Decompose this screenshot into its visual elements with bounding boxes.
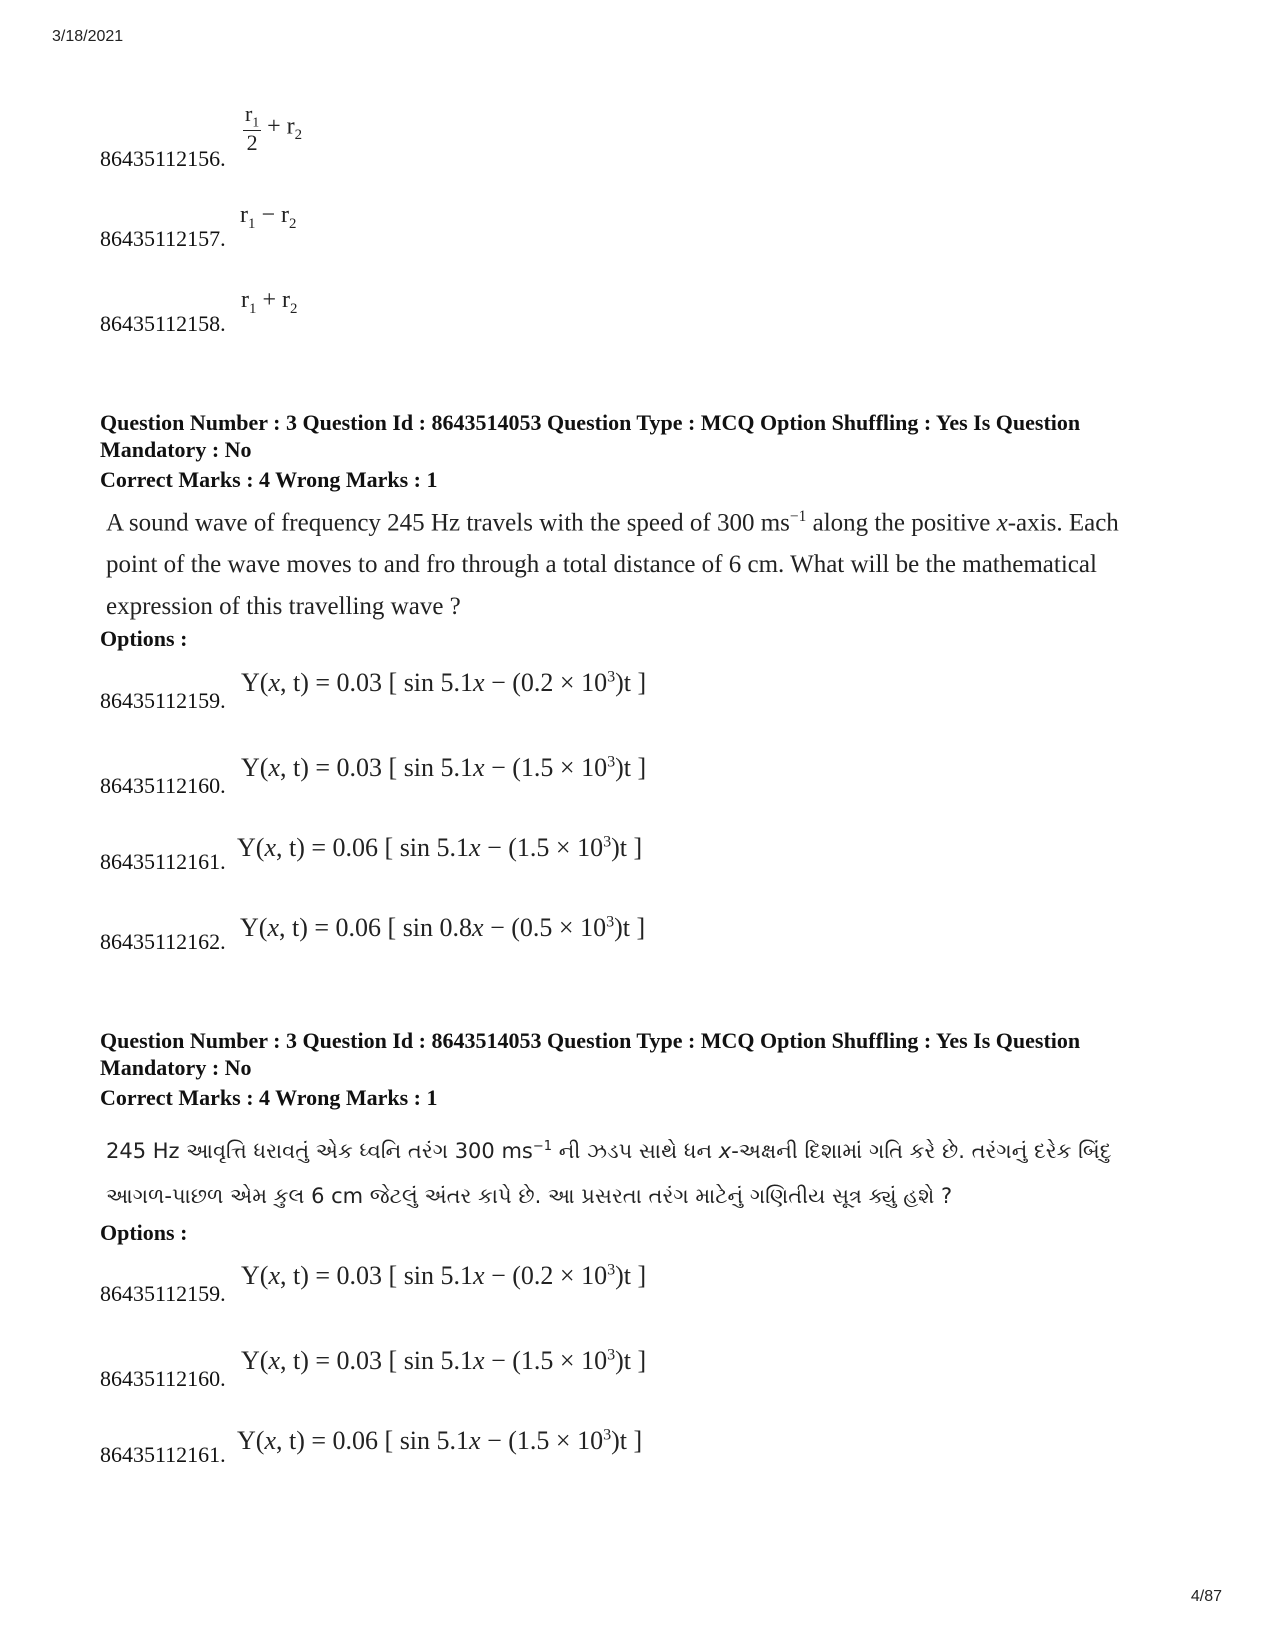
question-text-gujarati: 245 Hz આવૃત્તિ ધરાવતું એક ધ્વનિ તરંગ 300 $ms^{-1}$ ની ઝડપ સાથે ધન x-અક્ષની દિશામાં ગતિ કરે છે. તરંગનું દરેક બિંદુ આગળ-પાછળ એમ કુલ 6 cm જેટલું અંતર કાપે છે. આ પ્રસરતા તરંગ માટેનું ગણિતીય સૂત્ર ક્યું હશે ? [106,1139,1112,1208]
page-number: 4/87 [1190,1588,1222,1605]
options-label-gujarati: Options : [100,1220,188,1245]
option-expression: Y(x, t) = 0.03 [ $\sin 5.1x - (0.2 \times 10^3)t$ ] [241,1261,647,1290]
option-id: 86435112161. [100,1442,226,1467]
option-expression: $r_1 + r_2$ [241,287,298,317]
option-expression: Y(x, t) = 0.06 [ $\sin 5.1x - (1.5 \times 10^3)t$ ] [237,1426,643,1455]
fraction-r1-over-2: $\frac{r_1}{2}$ [245,101,260,155]
option-expression: Y(x, t) = 0.06 [ $\sin 5.1x - (1.5 \times 10^3)t$ ] [237,833,643,862]
option-id: 86435112159. [100,688,226,713]
option-id: 86435112160. [100,773,226,798]
option-id: 86435112159. [100,1281,226,1306]
option-expression: $r_1 - r_2$ [240,202,297,232]
marks-meta: Correct Marks : 4 Wrong Marks : 1 [100,467,438,492]
option-expression: Y(x, t) = 0.03 [ $\sin 5.1x - (1.5 \times 10^3)t$ ] [241,753,647,782]
option-expression: $\frac{r_1}{2}$ + $r_2$ [245,101,303,155]
option-expression: Y(x, t) = 0.06 [ $\sin 0.8x - (0.5 \times 10^3)t$ ] [240,913,646,942]
option-id: 86435112162. [100,929,226,954]
option-id: 86435112158. [100,311,226,336]
question-meta-gujarati: Question Number : 3 Question Id : 8643514053 Question Type : MCQ Option Shuffling : Yes Is Question Mandatory : No [100,1028,1081,1080]
option-id: 86435112160. [100,1366,226,1391]
option-id: 86435112161. [100,849,226,874]
marks-meta-gujarati: Correct Marks : 4 Wrong Marks : 1 [100,1085,438,1110]
option-id: 86435112157. [100,226,226,251]
option-expression: Y(x, t) = 0.03 [ $\sin 5.1x - (1.5 \times 10^3)t$ ] [241,1346,647,1375]
option-expression: Y(x, t) = 0.03 [ $\sin 5.1x - (0.2 \times 10^3)t$ ] [241,668,647,697]
question-meta: Question Number : 3 Question Id : 8643514053 Question Type : MCQ Option Shuffling : Yes Is Question Mandatory : No [100,410,1081,462]
option-id: 86435112156. [100,146,226,171]
options-label: Options : [100,626,188,651]
question-text: A sound wave of frequency 245 Hz travels with the speed of 300 $ms^{-1}$ along the positive x-axis. Each point of the wave moves to and fro through a total distance of 6 cm. What will be the mathematical expression of this travelling wave ? [106,508,1119,621]
print-date: 3/18/2021 [52,28,124,45]
